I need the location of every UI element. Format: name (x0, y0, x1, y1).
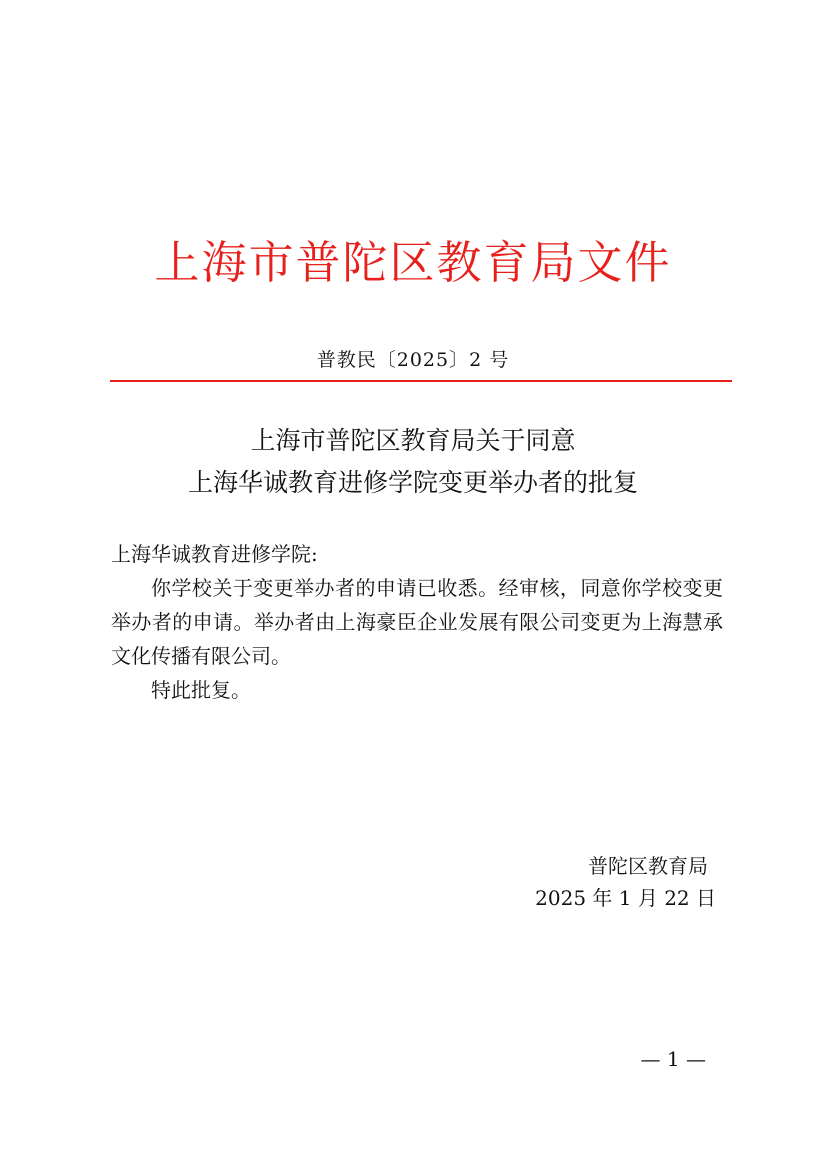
document-number: 普教民〔2025〕2 号 (316, 349, 510, 371)
red-divider-line (110, 380, 732, 382)
addressee: 上海华诚教育进修学院: (111, 542, 318, 566)
masthead-title: 上海市普陀区教育局文件 (154, 236, 672, 289)
title-line-1: 上海市普陀区教育局关于同意 (250, 426, 576, 455)
signature-organization: 普陀区教育局 (588, 854, 708, 878)
body-paragraph-2: 特此批复。 (151, 678, 251, 702)
signature-date: 2025 年 1 月 22 日 (535, 886, 716, 910)
page-number: — 1 — (640, 1047, 706, 1071)
document-body (111, 537, 723, 707)
signature-block (535, 850, 716, 914)
document-title (0, 420, 826, 504)
title-line-2: 上海华诚教育进修学院变更举办者的批复 (187, 468, 638, 497)
body-paragraph-1: 你学校关于变更举办者的申请已收悉。经审核，同意你学校变更举办者的申请。举办者由上海豪臣企业发展有限公司变更为上海慧承文化传播有限公司。 (111, 576, 723, 668)
